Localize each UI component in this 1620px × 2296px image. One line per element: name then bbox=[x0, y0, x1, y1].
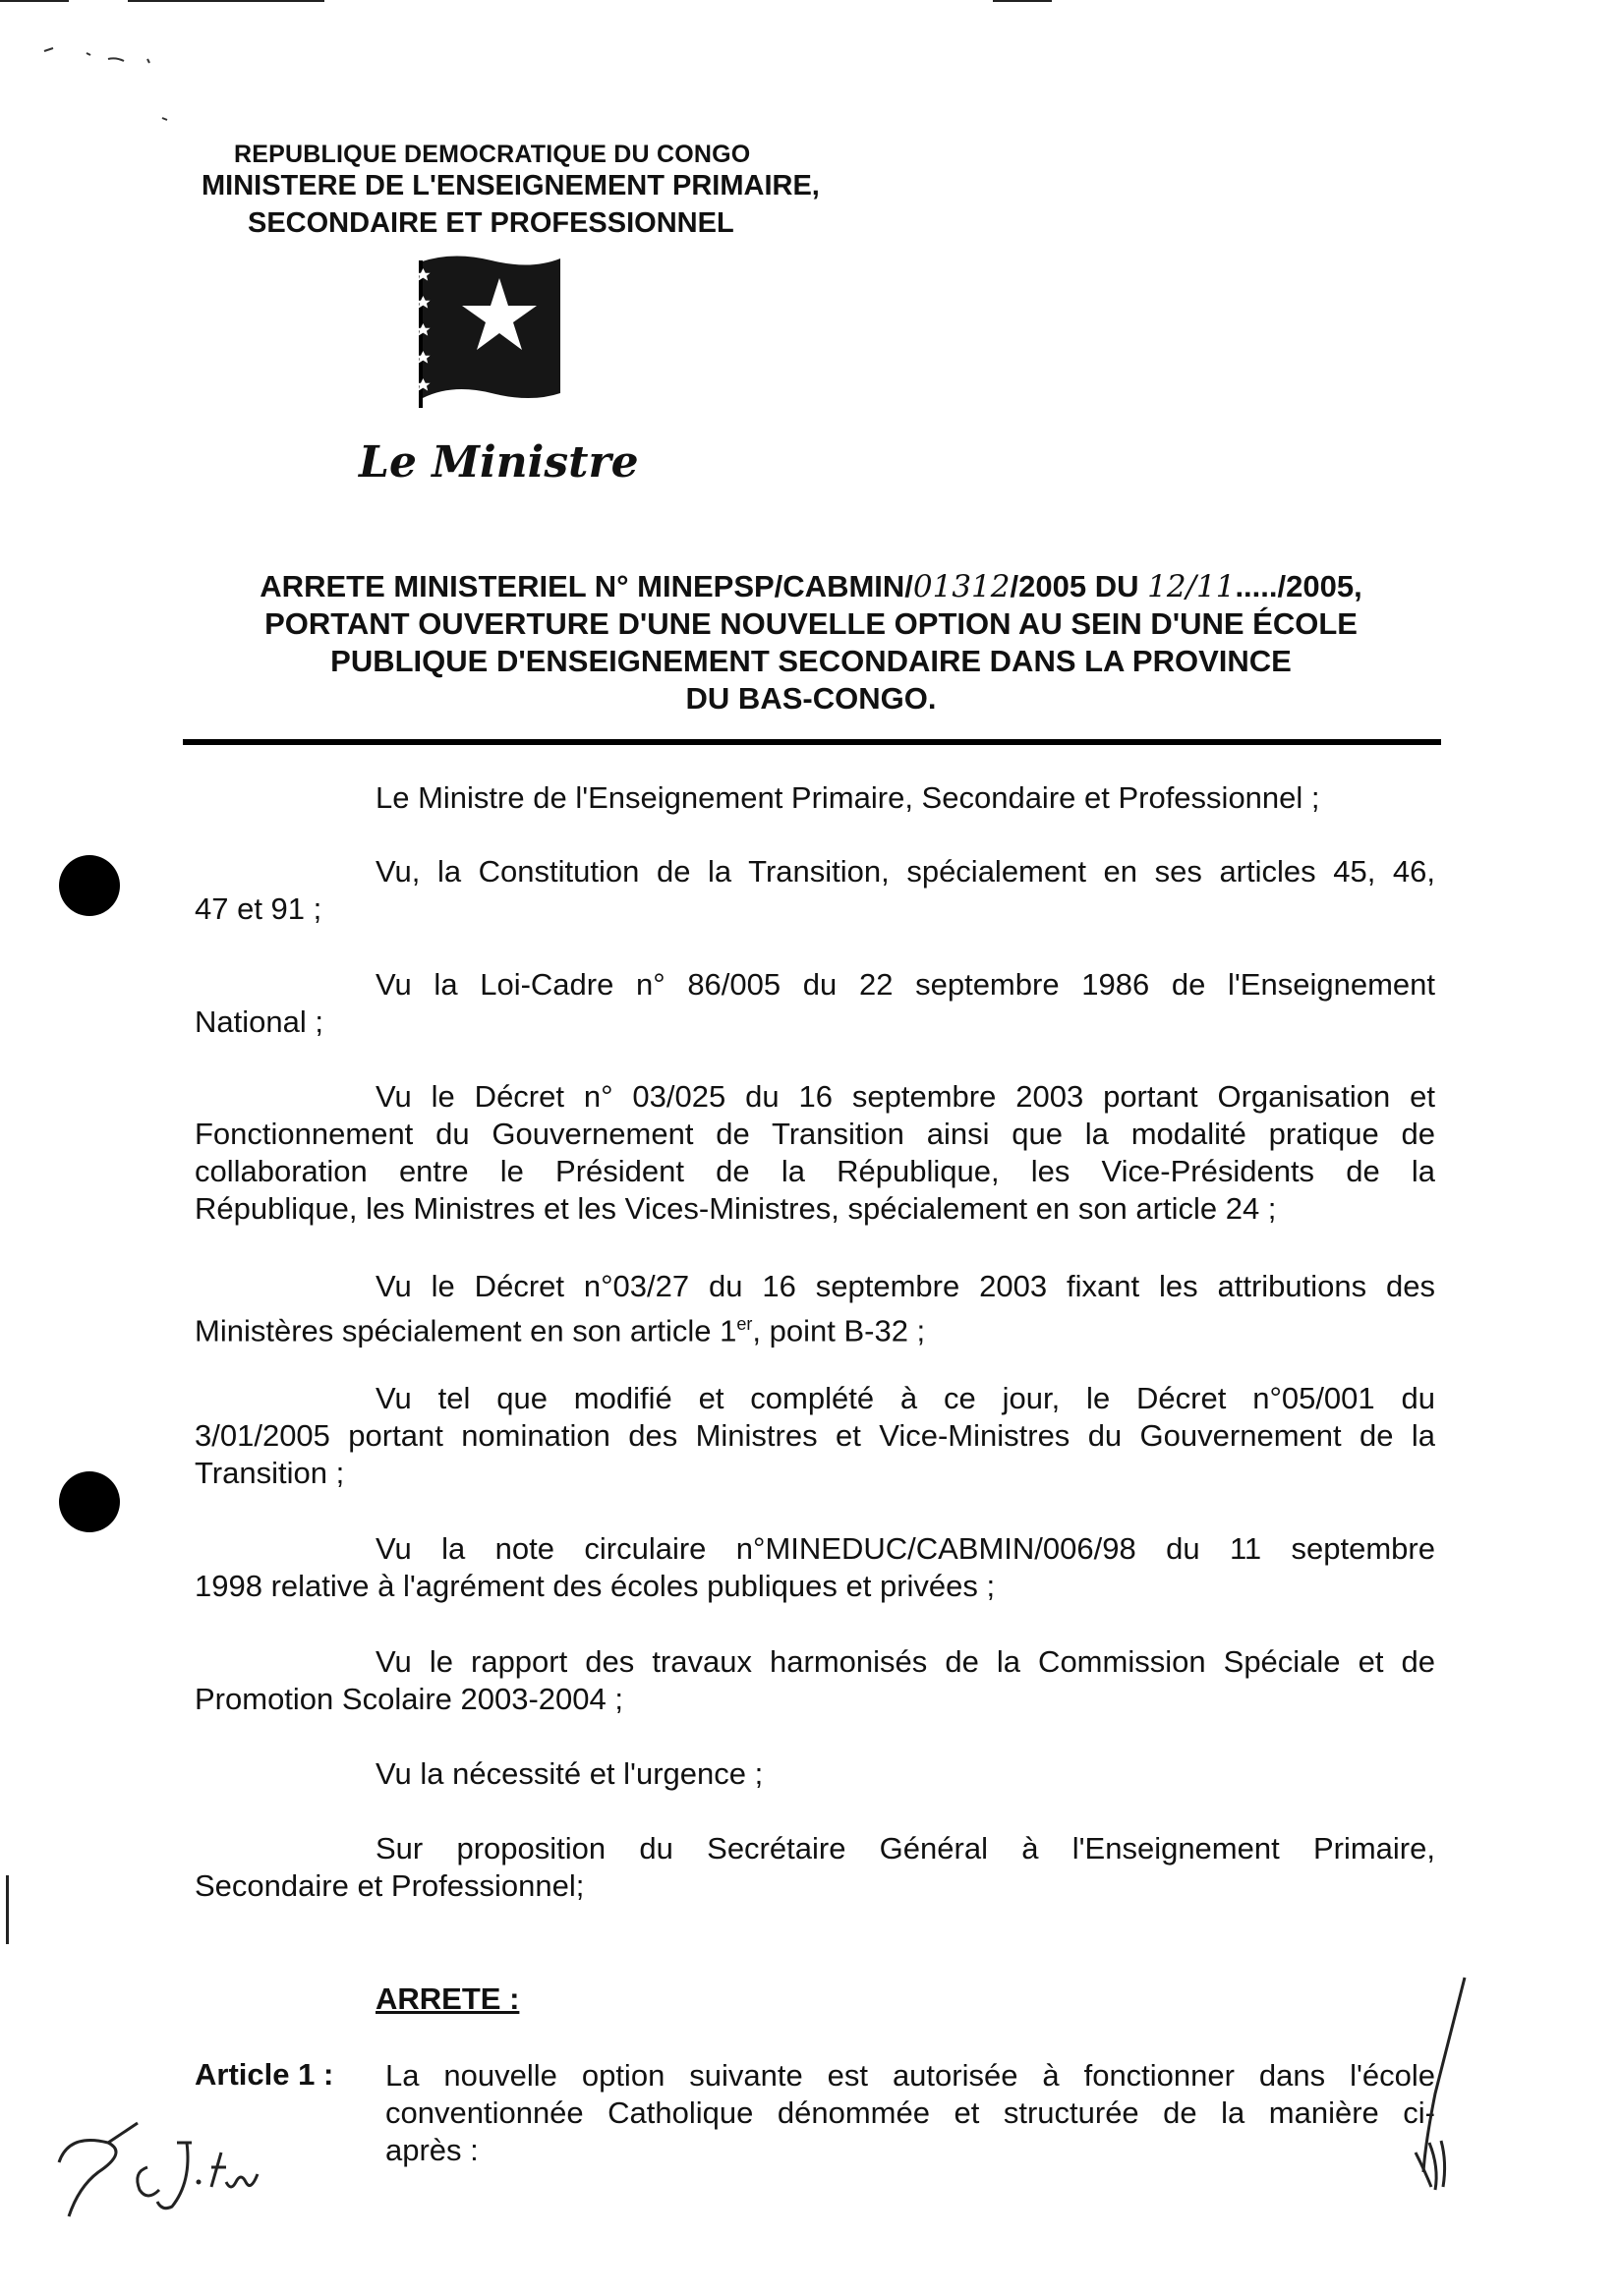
title-middle: /2005 DU bbox=[1010, 569, 1148, 603]
preamble-urgence: Vu la nécessité et l'urgence ; bbox=[376, 1756, 764, 1791]
scan-line-top-right bbox=[993, 0, 1052, 2]
title-prefix: ARRETE MINISTERIEL N° MINEPSP/CABMIN/ bbox=[260, 569, 913, 603]
scan-line-top-center-left bbox=[128, 0, 324, 2]
arrete-heading: ARRETE : bbox=[376, 1981, 520, 2016]
preamble-decret-05-001: Vu tel que modifié et complété à ce jour, le Décret n°05/001 du 3/01/2005 portant nomination des Ministres et Vice-Ministres du Gouvernement de la Transition ; bbox=[195, 1381, 1435, 1490]
title-suffix: ...../2005, bbox=[1235, 569, 1362, 603]
margin-bracket-mark bbox=[1396, 1976, 1475, 2192]
le-ministre-title: Le Ministre bbox=[359, 437, 639, 488]
ministry-line-2: SECONDAIRE ET PROFESSIONNEL bbox=[248, 207, 734, 239]
title-line-3: PUBLIQUE D'ENSEIGNEMENT SECONDAIRE DANS LA PROVINCE bbox=[330, 644, 1292, 678]
handwritten-initials bbox=[49, 2113, 285, 2221]
title-divider bbox=[183, 739, 1441, 745]
article-1-label: Article 1 : bbox=[195, 2057, 334, 2092]
preamble-proposition: Sur proposition du Secrétaire Général à l'Enseignement Primaire, Secondaire et Professionnel; bbox=[195, 1831, 1435, 1903]
title-line-4: DU BAS-CONGO. bbox=[685, 681, 937, 716]
punch-hole-bottom bbox=[59, 1471, 120, 1532]
preamble-rapport: Vu le rapport des travaux harmonisés de la Commission Spéciale et de Promotion Scolaire 2003-2004 ; bbox=[195, 1644, 1435, 1716]
handwritten-date: 12/11 bbox=[1147, 569, 1236, 604]
preamble-minister: Le Ministre de l'Enseignement Primaire, Secondaire et Professionnel ; bbox=[376, 780, 1320, 815]
preamble-constitution: Vu, la Constitution de la Transition, spécialement en ses articles 45, 46, 47 et 91 ; bbox=[195, 854, 1435, 926]
preamble-decret-03-27: Vu le Décret n°03/27 du 16 septembre 2003 fixant les attributions des Ministères spécialement en son article 1er, point B-32 ; bbox=[195, 1269, 1435, 1349]
margin-line-left bbox=[6, 1875, 9, 1944]
ministry-line-1: MINISTERE DE L'ENSEIGNEMENT PRIMAIRE, bbox=[202, 170, 820, 201]
title-line-2: PORTANT OUVERTURE D'UNE NOUVELLE OPTION AU SEIN D'UNE ÉCOLE bbox=[264, 606, 1358, 641]
article-1-text: La nouvelle option suivante est autorisée à fonctionner dans l'école conventionnée Catholique dénommée et structurée de la manière ci- après : bbox=[385, 2058, 1435, 2167]
decree-title bbox=[157, 568, 1465, 718]
flag-star-emblem-icon bbox=[413, 251, 570, 408]
preamble-loi-cadre: Vu la Loi-Cadre n° 86/005 du 22 septembre 1986 de l'Enseignement National ; bbox=[195, 967, 1435, 1039]
scan-line-top-left bbox=[0, 0, 69, 2]
handwritten-decree-number: 01312 bbox=[912, 569, 1011, 604]
preamble-note-circulaire: Vu la note circulaire n°MINEDUC/CABMIN/006/98 du 11 septembre 1998 relative à l'agrément des écoles publiques et privées ; bbox=[195, 1531, 1435, 1603]
punch-hole-top bbox=[59, 855, 120, 916]
preamble-decret-03-025: Vu le Décret n° 03/025 du 16 septembre 2003 portant Organisation et Fonctionnement du Gouvernement de Transition ainsi que la modalité pratique de collaboration entre le Président de la République, les Vice-Présidents de la République, les Ministres et les Vices-Ministres, spécialement en son article 24 ; bbox=[195, 1079, 1435, 1226]
scan-artifacts-top-left bbox=[39, 39, 177, 138]
republic-header: REPUBLIQUE DEMOCRATIQUE DU CONGO bbox=[234, 141, 751, 168]
